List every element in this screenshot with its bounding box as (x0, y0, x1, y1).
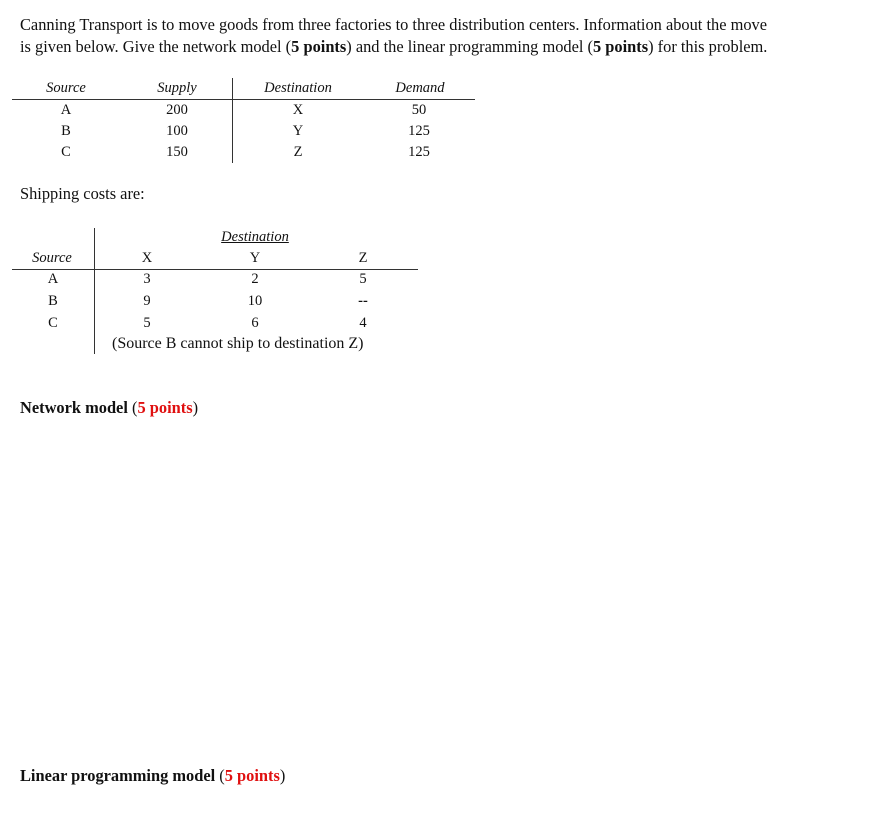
shipping-costs-label: Shipping costs are: (20, 184, 145, 203)
lp-model-heading (20, 766, 285, 786)
network-open-paren: ( (132, 398, 138, 417)
supply-row-destination: Y (292, 123, 304, 139)
problem-statement (20, 14, 870, 58)
cost-row-source: C (48, 315, 58, 331)
cost-cell: 3 (143, 271, 151, 287)
lp-open-paren: ( (219, 766, 225, 785)
cost-cell: 6 (251, 315, 259, 331)
cost-row-source: A (47, 271, 59, 287)
lp-close-paren: ) (279, 766, 286, 785)
cost-header-rule (12, 269, 418, 270)
intro-line-1: Canning Transport is to move goods from three factories to three distribution centers. Information about the move (20, 15, 767, 34)
cost-source-header: Source (32, 250, 72, 266)
header-supply: Supply (157, 80, 197, 96)
cost-cell: 5 (359, 271, 367, 287)
network-model-label: Network model (20, 398, 128, 417)
cost-row-source: B (48, 293, 58, 309)
supply-row-destination: Z (293, 144, 303, 160)
cost-cell: 5 (143, 315, 151, 331)
cost-cell: -- (358, 293, 368, 309)
intro-points-1: 5 points (291, 37, 347, 56)
cost-divider (94, 228, 95, 354)
intro-line-2 (20, 36, 870, 58)
supply-row-supply: 150 (166, 144, 188, 160)
network-points: 5 points (137, 398, 193, 417)
cost-col-y: Y (249, 250, 261, 266)
intro-line-2-c: ) for this problem. (648, 37, 768, 56)
cost-cell: 2 (251, 271, 259, 287)
supply-row-destination: X (292, 102, 304, 118)
supply-divider (232, 78, 233, 163)
lp-model-label: Linear programming model (20, 766, 216, 785)
cost-cell: 10 (247, 293, 263, 309)
header-demand: Demand (395, 80, 445, 96)
cost-col-x: X (141, 250, 153, 266)
network-model-heading (20, 398, 198, 418)
supply-row-supply: 100 (166, 123, 188, 139)
header-destination: Destination (264, 80, 332, 96)
lp-points: 5 points (224, 766, 280, 785)
cost-cell: 4 (359, 315, 367, 331)
cost-note: (Source B cannot ship to destination Z) (112, 335, 364, 352)
supply-row-demand: 50 (411, 102, 427, 118)
cost-col-z: Z (358, 250, 368, 266)
intro-points-2: 5 points (592, 37, 649, 56)
supply-row-source: B (61, 123, 71, 139)
supply-row-demand: 125 (408, 144, 430, 160)
supply-row-demand: 125 (408, 123, 430, 139)
cost-cell: 9 (143, 293, 151, 309)
supply-row-supply: 200 (166, 102, 188, 118)
supply-row-source: A (60, 102, 72, 118)
supply-header-rule (12, 99, 475, 100)
supply-row-source: C (61, 144, 71, 160)
intro-line-2-b: ) and the linear programming model ( (346, 37, 593, 56)
network-close-paren: ) (192, 398, 199, 417)
header-source: Source (46, 80, 86, 96)
cost-destination-header: Destination (221, 229, 289, 245)
intro-line-2-a: is given below. Give the network model ( (20, 37, 292, 56)
